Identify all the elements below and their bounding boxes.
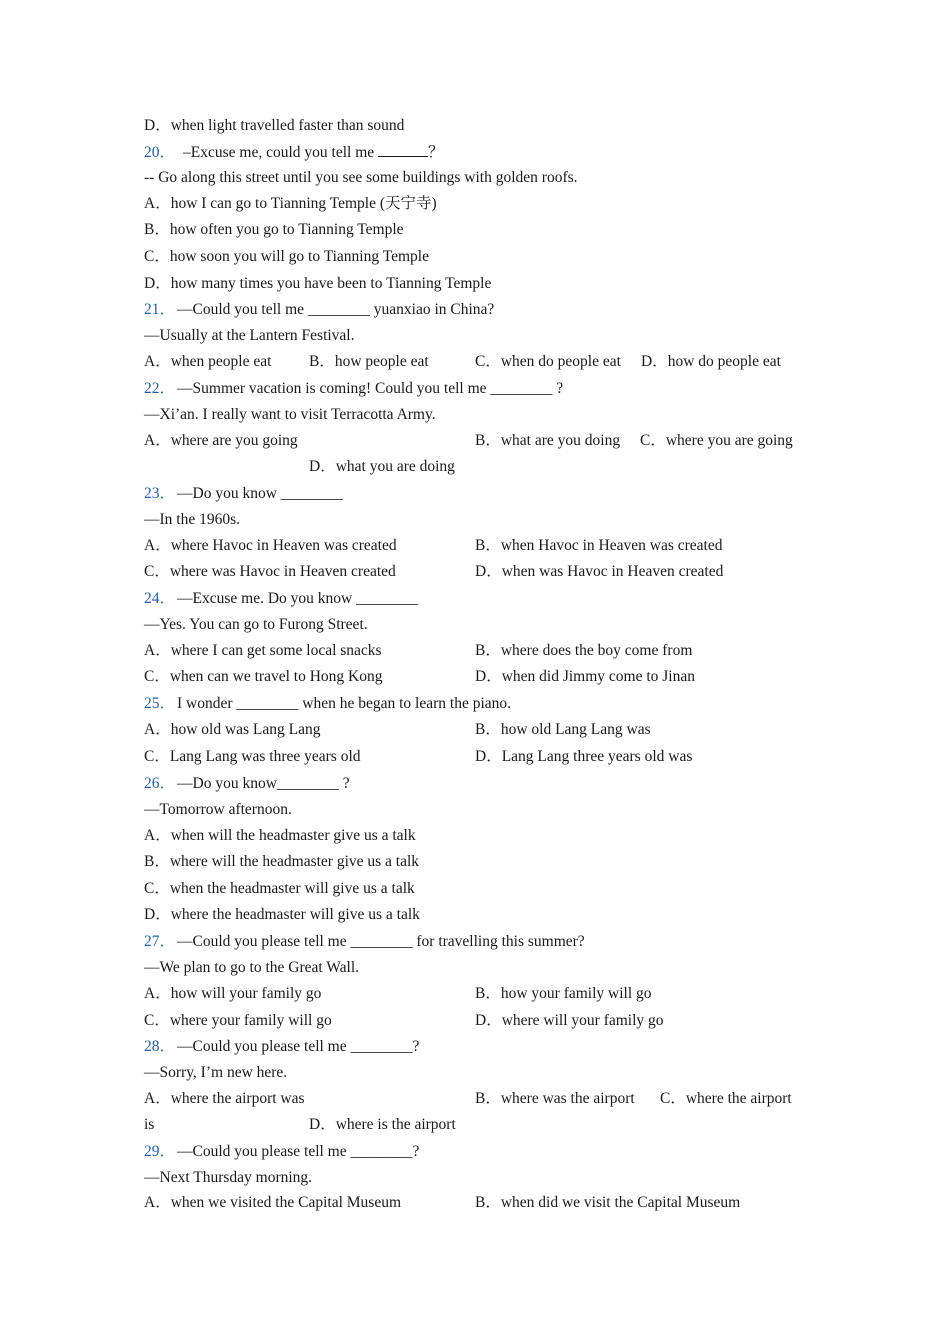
- q23-stem: [144, 484, 343, 504]
- q26-number: 26．: [144, 775, 176, 792]
- q27-reply: —We plan to go to the Great Wall.: [144, 959, 360, 976]
- q20-reply: -- Go along this street until you see some buildings with golden roofs.: [144, 169, 578, 186]
- q26-option-c: C．when the headmaster will give us a talk: [144, 880, 415, 897]
- q29-number: 29．: [144, 1143, 176, 1160]
- q29-stem: [144, 1142, 419, 1162]
- q25-option-a: A．how old was Lang Lang: [144, 721, 321, 738]
- q20-option-b: B．how often you go to Tianning Temple: [144, 221, 404, 238]
- q23-option-d: D．when was Havoc in Heaven created: [475, 563, 724, 580]
- q21-option-b: B．how people eat: [309, 353, 429, 370]
- q20-stem: [144, 142, 444, 163]
- q25-option-d: D．Lang Lang three years old was: [475, 748, 693, 765]
- q24-stem: [144, 589, 418, 609]
- q27-number: 27．: [144, 933, 176, 950]
- q20-number: 20．: [144, 144, 176, 161]
- q24-option-a: A．where I can get some local snacks: [144, 642, 382, 659]
- q29-stem-text: —Could you please tell me ________?: [177, 1143, 420, 1160]
- q26-option-b: B．where will the headmaster give us a talk: [144, 853, 420, 870]
- q29-reply: —Next Thursday morning.: [144, 1169, 313, 1186]
- q26-option-d: D．where the headmaster will give us a talk: [144, 906, 420, 923]
- q21-option-a: A．when people eat: [144, 353, 272, 370]
- q20-answer-blank: [378, 142, 428, 157]
- q22-stem-text: —Summer vacation is coming! Could you tell me ________ ?: [177, 380, 564, 397]
- q29-option-a: A．when we visited the Capital Museum: [144, 1194, 401, 1211]
- q28-number: 28．: [144, 1038, 176, 1055]
- q24-number: 24．: [144, 590, 176, 607]
- q21-number: 21．: [144, 301, 176, 318]
- q28-option-a: A．where the airport was: [144, 1090, 305, 1107]
- q26-reply: —Tomorrow afternoon.: [144, 801, 292, 818]
- q21-option-d: D．how do people eat: [641, 353, 781, 370]
- q22-reply: —Xi’an. I really want to visit Terracotta Army.: [144, 406, 436, 423]
- q23-option-b: B．when Havoc in Heaven was created: [475, 537, 723, 554]
- q26-stem: [144, 774, 350, 794]
- q20-option-d: D．how many times you have been to Tianning Temple: [144, 275, 492, 292]
- q23-option-a: A．where Havoc in Heaven was created: [144, 537, 397, 554]
- q22-number: 22．: [144, 380, 176, 397]
- q21-option-c: C．when do people eat: [475, 353, 621, 370]
- q20-stem-end: ？: [428, 144, 444, 161]
- q27-option-c: C．where your family will go: [144, 1012, 332, 1029]
- q25-option-b: B．how old Lang Lang was: [475, 721, 651, 738]
- q22-option-a: A．where are you going: [144, 432, 298, 449]
- q28-option-c: C．where the airport: [660, 1090, 792, 1107]
- q25-stem-text: I wonder ________ when he began to learn the piano.: [177, 695, 512, 712]
- q25-stem: [144, 694, 511, 714]
- q27-option-a: A．how will your family go: [144, 985, 322, 1002]
- q22-option-c: C．where you are going: [640, 432, 793, 449]
- q27-stem-text: —Could you please tell me ________ for travelling this summer?: [177, 933, 585, 950]
- q27-stem: [144, 932, 585, 952]
- q27-option-d: D．where will your family go: [475, 1012, 664, 1029]
- q28-option-b: B．where was the airport: [475, 1090, 635, 1107]
- q25-option-c: C．Lang Lang was three years old: [144, 748, 361, 765]
- q23-number: 23．: [144, 485, 176, 502]
- q25-number: 25．: [144, 695, 176, 712]
- q28-option-c-continued: is: [144, 1116, 155, 1133]
- q26-option-a: A．when will the headmaster give us a talk: [144, 827, 416, 844]
- q22-option-d: D．what you are doing: [309, 458, 455, 475]
- q20-stem-text: –Excuse me, could you tell me: [183, 144, 379, 161]
- q24-option-b: B．where does the boy come from: [475, 642, 693, 659]
- q19-option-d: D．when light travelled faster than sound: [144, 117, 405, 134]
- q20-option-c: C．how soon you will go to Tianning Temple: [144, 248, 429, 265]
- q21-stem-text: —Could you tell me ________ yuanxiao in China?: [177, 301, 495, 318]
- q29-option-b: B．when did we visit the Capital Museum: [475, 1194, 741, 1211]
- q24-reply: —Yes. You can go to Furong Street.: [144, 616, 368, 633]
- q23-stem-text: —Do you know ________: [177, 485, 343, 502]
- q24-option-d: D．when did Jimmy come to Jinan: [475, 668, 695, 685]
- q24-option-c: C．when can we travel to Hong Kong: [144, 668, 383, 685]
- q21-stem: [144, 300, 494, 320]
- q28-stem: [144, 1037, 419, 1057]
- q28-reply: —Sorry, I’m new here.: [144, 1064, 288, 1081]
- q23-option-c: C．where was Havoc in Heaven created: [144, 563, 396, 580]
- q26-stem-text: —Do you know________ ?: [177, 775, 350, 792]
- q27-option-b: B．how your family will go: [475, 985, 652, 1002]
- q28-option-d: D．where is the airport: [309, 1116, 456, 1133]
- q22-option-b: B．what are you doing: [475, 432, 621, 449]
- q22-stem: [144, 379, 563, 399]
- q21-reply: —Usually at the Lantern Festival.: [144, 327, 355, 344]
- q28-stem-text: —Could you please tell me ________?: [177, 1038, 420, 1055]
- q24-stem-text: —Excuse me. Do you know ________: [177, 590, 419, 607]
- q20-option-a: A．how I can go to Tianning Temple (天宁寺): [144, 195, 437, 212]
- q23-reply: —In the 1960s.: [144, 511, 241, 528]
